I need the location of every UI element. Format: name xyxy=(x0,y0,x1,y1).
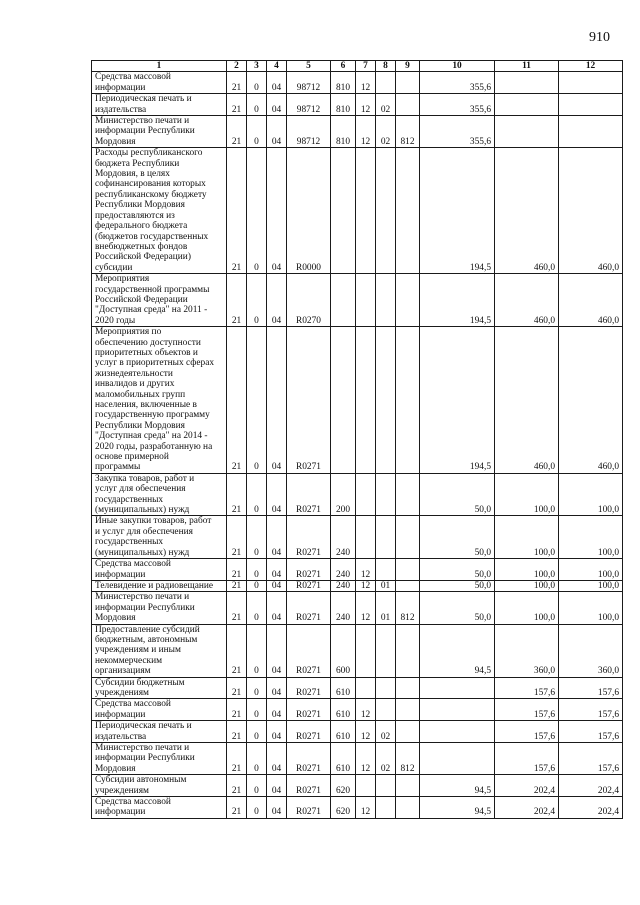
table-row xyxy=(92,624,623,677)
table-row xyxy=(92,274,623,327)
code-target-cell: R0000 xyxy=(287,148,331,274)
code-division-cell: 12 xyxy=(356,797,376,819)
column-header: 8 xyxy=(376,61,396,72)
code-expense-type-cell: 610 xyxy=(331,699,356,721)
amount-col-12-cell: 100,0 xyxy=(559,473,623,516)
code-expense-type-cell: 620 xyxy=(331,797,356,819)
code-ministry-cell: 21 xyxy=(227,699,247,721)
code-expense-type-cell: 610 xyxy=(331,743,356,775)
code-division-cell xyxy=(356,327,376,474)
code-ministry-cell: 21 xyxy=(227,743,247,775)
column-header: 3 xyxy=(247,61,267,72)
code-subsection-cell: 04 xyxy=(267,516,287,559)
code-ministry-cell: 21 xyxy=(227,274,247,327)
code-target-cell: R0271 xyxy=(287,473,331,516)
code-division-cell xyxy=(356,677,376,699)
table-row xyxy=(92,699,623,721)
amount-col-10-cell: 50,0 xyxy=(420,473,495,516)
code-ministry-cell: 21 xyxy=(227,797,247,819)
amount-col-11-cell: 202,4 xyxy=(495,775,559,797)
item-name-cell: Средства массовой информации xyxy=(92,699,227,721)
code-expense-type-cell: 240 xyxy=(331,592,356,624)
code-ministry-cell: 21 xyxy=(227,592,247,624)
code-subsection-cell: 04 xyxy=(267,775,287,797)
amount-col-10-cell xyxy=(420,743,495,775)
code-division-cell: 12 xyxy=(356,559,376,581)
table-row xyxy=(92,559,623,581)
code-admin-cell: 812 xyxy=(396,592,420,624)
code-division-cell xyxy=(356,274,376,327)
amount-col-10-cell: 50,0 xyxy=(420,516,495,559)
column-header: 10 xyxy=(420,61,495,72)
amount-col-12-cell: 157,6 xyxy=(559,699,623,721)
code-expense-type-cell: 610 xyxy=(331,721,356,743)
code-subsection-cell: 04 xyxy=(267,699,287,721)
code-expense-type-cell: 810 xyxy=(331,94,356,116)
code-ministry-cell: 21 xyxy=(227,94,247,116)
code-admin-cell xyxy=(396,580,420,591)
code-expense-type-cell: 240 xyxy=(331,516,356,559)
code-ministry-cell: 21 xyxy=(227,148,247,274)
code-subdivision-cell xyxy=(376,559,396,581)
code-admin-cell xyxy=(396,699,420,721)
amount-col-11-cell: 460,0 xyxy=(495,148,559,274)
item-name-cell: Министерство печати и информации Республики Мордовия xyxy=(92,116,227,148)
amount-col-12-cell: 460,0 xyxy=(559,327,623,474)
amount-col-10-cell: 50,0 xyxy=(420,580,495,591)
item-name-cell: Средства массовой информации xyxy=(92,72,227,94)
code-subsection-cell: 04 xyxy=(267,580,287,591)
code-subsection-cell: 04 xyxy=(267,327,287,474)
item-name-cell: Субсидии автономным учреждениям xyxy=(92,775,227,797)
code-admin-cell xyxy=(396,72,420,94)
code-target-cell: R0271 xyxy=(287,677,331,699)
code-admin-cell: 812 xyxy=(396,743,420,775)
code-subsection-cell: 04 xyxy=(267,624,287,677)
code-subsection-cell: 04 xyxy=(267,592,287,624)
code-expense-type-cell: 620 xyxy=(331,775,356,797)
amount-col-10-cell: 94,5 xyxy=(420,624,495,677)
code-subsection-cell: 04 xyxy=(267,116,287,148)
code-division-cell xyxy=(356,775,376,797)
code-section-cell: 0 xyxy=(247,116,267,148)
amount-col-11-cell: 157,6 xyxy=(495,699,559,721)
code-admin-cell: 812 xyxy=(396,116,420,148)
amount-col-11-cell: 460,0 xyxy=(495,274,559,327)
code-section-cell: 0 xyxy=(247,624,267,677)
code-ministry-cell: 21 xyxy=(227,72,247,94)
amount-col-12-cell: 460,0 xyxy=(559,274,623,327)
code-subdivision-cell xyxy=(376,327,396,474)
code-admin-cell xyxy=(396,797,420,819)
column-header: 7 xyxy=(356,61,376,72)
code-target-cell: R0270 xyxy=(287,274,331,327)
code-subdivision-cell: 01 xyxy=(376,592,396,624)
code-target-cell: R0271 xyxy=(287,624,331,677)
code-target-cell: R0271 xyxy=(287,797,331,819)
code-subdivision-cell: 01 xyxy=(376,580,396,591)
code-subdivision-cell: 02 xyxy=(376,743,396,775)
column-header: 1 xyxy=(92,61,227,72)
code-division-cell: 12 xyxy=(356,580,376,591)
item-name-cell: Закупка товаров, работ и услуг для обеспечения государственных (муниципальных) нужд xyxy=(92,473,227,516)
code-section-cell: 0 xyxy=(247,94,267,116)
code-section-cell: 0 xyxy=(247,592,267,624)
code-admin-cell xyxy=(396,559,420,581)
code-admin-cell xyxy=(396,94,420,116)
amount-col-10-cell xyxy=(420,721,495,743)
code-expense-type-cell: 810 xyxy=(331,72,356,94)
item-name-cell: Расходы республиканского бюджета Республики Мордовия, в целях софинансирования которых республиканскому бюджету Республики Мордовия предоставляются из федерального бюджета (бюджетов государственных внебюджетных фондов Российской Федерации) субсидии xyxy=(92,148,227,274)
column-header: 2 xyxy=(227,61,247,72)
item-name-cell: Субсидии бюджетным учреждениям xyxy=(92,677,227,699)
code-subdivision-cell xyxy=(376,624,396,677)
code-subsection-cell: 04 xyxy=(267,743,287,775)
code-ministry-cell: 21 xyxy=(227,516,247,559)
code-admin-cell xyxy=(396,473,420,516)
code-admin-cell xyxy=(396,677,420,699)
code-expense-type-cell: 200 xyxy=(331,473,356,516)
amount-col-11-cell: 100,0 xyxy=(495,516,559,559)
code-section-cell: 0 xyxy=(247,473,267,516)
code-section-cell: 0 xyxy=(247,327,267,474)
code-expense-type-cell xyxy=(331,148,356,274)
code-admin-cell xyxy=(396,775,420,797)
table-row xyxy=(92,94,623,116)
amount-col-10-cell xyxy=(420,699,495,721)
item-name-cell: Мероприятия по обеспечению доступности приоритетных объектов и услуг в приоритетных сферах жизнедеятельности инвалидов и других маломобильных групп населения, включенные в государственную программу Республики Мордовия "Доступная среда" на 2014 - 2020 годы, разработанную на основе примерной программы xyxy=(92,327,227,474)
code-subsection-cell: 04 xyxy=(267,677,287,699)
amount-col-12-cell: 202,4 xyxy=(559,797,623,819)
table-row xyxy=(92,516,623,559)
code-target-cell: R0271 xyxy=(287,775,331,797)
table-row xyxy=(92,473,623,516)
code-target-cell: R0271 xyxy=(287,743,331,775)
amount-col-10-cell: 50,0 xyxy=(420,559,495,581)
table-body xyxy=(92,72,623,818)
code-subdivision-cell xyxy=(376,677,396,699)
code-target-cell: R0271 xyxy=(287,721,331,743)
amount-col-10-cell: 94,5 xyxy=(420,797,495,819)
code-target-cell: R0271 xyxy=(287,699,331,721)
amount-col-11-cell: 100,0 xyxy=(495,580,559,591)
code-ministry-cell: 21 xyxy=(227,677,247,699)
code-section-cell: 0 xyxy=(247,274,267,327)
amount-col-10-cell xyxy=(420,677,495,699)
item-name-cell: Периодическая печать и издательства xyxy=(92,721,227,743)
code-ministry-cell: 21 xyxy=(227,775,247,797)
code-division-cell xyxy=(356,624,376,677)
amount-col-10-cell: 94,5 xyxy=(420,775,495,797)
code-subsection-cell: 04 xyxy=(267,797,287,819)
item-name-cell: Средства массовой информации xyxy=(92,797,227,819)
amount-col-12-cell: 157,6 xyxy=(559,743,623,775)
amount-col-12-cell: 460,0 xyxy=(559,148,623,274)
code-target-cell: 98712 xyxy=(287,72,331,94)
code-subsection-cell: 04 xyxy=(267,559,287,581)
code-expense-type-cell: 240 xyxy=(331,580,356,591)
code-admin-cell xyxy=(396,274,420,327)
amount-col-11-cell: 360,0 xyxy=(495,624,559,677)
item-name-cell: Мероприятия государственной программы Российской Федерации "Доступная среда" на 2011 - 2020 годы xyxy=(92,274,227,327)
amount-col-10-cell: 194,5 xyxy=(420,327,495,474)
code-ministry-cell: 21 xyxy=(227,473,247,516)
amount-col-10-cell: 194,5 xyxy=(420,274,495,327)
amount-col-11-cell: 460,0 xyxy=(495,327,559,474)
code-admin-cell xyxy=(396,624,420,677)
table-row xyxy=(92,743,623,775)
column-header: 5 xyxy=(287,61,331,72)
amount-col-12-cell: 100,0 xyxy=(559,559,623,581)
amount-col-10-cell: 355,6 xyxy=(420,72,495,94)
code-division-cell: 12 xyxy=(356,592,376,624)
table-row xyxy=(92,592,623,624)
code-section-cell: 0 xyxy=(247,743,267,775)
code-expense-type-cell: 240 xyxy=(331,559,356,581)
code-section-cell: 0 xyxy=(247,580,267,591)
code-subdivision-cell xyxy=(376,797,396,819)
column-header: 12 xyxy=(559,61,623,72)
code-section-cell: 0 xyxy=(247,677,267,699)
amount-col-11-cell xyxy=(495,94,559,116)
code-ministry-cell: 21 xyxy=(227,624,247,677)
table-row xyxy=(92,677,623,699)
code-division-cell: 12 xyxy=(356,116,376,148)
code-division-cell xyxy=(356,516,376,559)
amount-col-11-cell: 100,0 xyxy=(495,473,559,516)
amount-col-10-cell: 355,6 xyxy=(420,116,495,148)
code-admin-cell xyxy=(396,516,420,559)
code-target-cell: 98712 xyxy=(287,116,331,148)
code-expense-type-cell xyxy=(331,274,356,327)
code-ministry-cell: 21 xyxy=(227,721,247,743)
code-subsection-cell: 04 xyxy=(267,721,287,743)
code-ministry-cell: 21 xyxy=(227,116,247,148)
amount-col-11-cell: 100,0 xyxy=(495,559,559,581)
code-expense-type-cell xyxy=(331,327,356,474)
code-target-cell: R0271 xyxy=(287,559,331,581)
item-name-cell: Предоставление субсидий бюджетным, автономным учреждениям и иным некоммерческим организациям xyxy=(92,624,227,677)
amount-col-12-cell: 202,4 xyxy=(559,775,623,797)
code-division-cell xyxy=(356,473,376,516)
code-section-cell: 0 xyxy=(247,797,267,819)
code-division-cell: 12 xyxy=(356,94,376,116)
table-row xyxy=(92,72,623,94)
amount-col-10-cell: 355,6 xyxy=(420,94,495,116)
code-admin-cell xyxy=(396,721,420,743)
code-section-cell: 0 xyxy=(247,775,267,797)
amount-col-11-cell xyxy=(495,72,559,94)
code-subsection-cell: 04 xyxy=(267,148,287,274)
code-subdivision-cell xyxy=(376,699,396,721)
code-target-cell: 98712 xyxy=(287,94,331,116)
code-ministry-cell: 21 xyxy=(227,580,247,591)
item-name-cell: Министерство печати и информации Республики Мордовия xyxy=(92,592,227,624)
code-subdivision-cell xyxy=(376,72,396,94)
code-division-cell: 12 xyxy=(356,72,376,94)
amount-col-11-cell xyxy=(495,116,559,148)
code-subdivision-cell xyxy=(376,274,396,327)
column-header: 11 xyxy=(495,61,559,72)
code-section-cell: 0 xyxy=(247,559,267,581)
amount-col-11-cell: 157,6 xyxy=(495,743,559,775)
amount-col-11-cell: 100,0 xyxy=(495,592,559,624)
table-row xyxy=(92,148,623,274)
column-header: 6 xyxy=(331,61,356,72)
code-subsection-cell: 04 xyxy=(267,473,287,516)
code-expense-type-cell: 600 xyxy=(331,624,356,677)
amount-col-12-cell: 100,0 xyxy=(559,580,623,591)
code-division-cell xyxy=(356,148,376,274)
item-name-cell: Периодическая печать и издательства xyxy=(92,94,227,116)
amount-col-12-cell: 100,0 xyxy=(559,592,623,624)
page-number: 910 xyxy=(589,30,610,45)
amount-col-10-cell: 50,0 xyxy=(420,592,495,624)
code-section-cell: 0 xyxy=(247,721,267,743)
code-target-cell: R0271 xyxy=(287,327,331,474)
amount-col-12-cell: 157,6 xyxy=(559,721,623,743)
amount-col-12-cell xyxy=(559,72,623,94)
code-section-cell: 0 xyxy=(247,516,267,559)
code-target-cell: R0271 xyxy=(287,580,331,591)
code-subdivision-cell: 02 xyxy=(376,721,396,743)
code-section-cell: 0 xyxy=(247,148,267,274)
code-subdivision-cell xyxy=(376,516,396,559)
item-name-cell: Телевидение и радиовещание xyxy=(92,580,227,591)
code-expense-type-cell: 610 xyxy=(331,677,356,699)
amount-col-12-cell: 100,0 xyxy=(559,516,623,559)
code-subsection-cell: 04 xyxy=(267,72,287,94)
code-subdivision-cell xyxy=(376,473,396,516)
amount-col-12-cell: 360,0 xyxy=(559,624,623,677)
amount-col-12-cell xyxy=(559,94,623,116)
table-row xyxy=(92,797,623,819)
amount-col-12-cell: 157,6 xyxy=(559,677,623,699)
code-admin-cell xyxy=(396,148,420,274)
code-division-cell: 12 xyxy=(356,699,376,721)
code-target-cell: R0271 xyxy=(287,516,331,559)
table-row xyxy=(92,775,623,797)
code-admin-cell xyxy=(396,327,420,474)
code-division-cell: 12 xyxy=(356,721,376,743)
code-expense-type-cell: 810 xyxy=(331,116,356,148)
code-division-cell: 12 xyxy=(356,743,376,775)
amount-col-11-cell: 202,4 xyxy=(495,797,559,819)
code-ministry-cell: 21 xyxy=(227,559,247,581)
table-row xyxy=(92,116,623,148)
budget-table xyxy=(91,60,623,819)
column-header: 4 xyxy=(267,61,287,72)
amount-col-12-cell xyxy=(559,116,623,148)
amount-col-11-cell: 157,6 xyxy=(495,677,559,699)
item-name-cell: Министерство печати и информации Республики Мордовия xyxy=(92,743,227,775)
column-header-row xyxy=(92,61,623,72)
code-subdivision-cell: 02 xyxy=(376,94,396,116)
code-ministry-cell: 21 xyxy=(227,327,247,474)
code-section-cell: 0 xyxy=(247,72,267,94)
table-row xyxy=(92,721,623,743)
table-row xyxy=(92,580,623,591)
code-subdivision-cell: 02 xyxy=(376,116,396,148)
table-row xyxy=(92,327,623,474)
amount-col-11-cell: 157,6 xyxy=(495,721,559,743)
code-subdivision-cell xyxy=(376,775,396,797)
code-subdivision-cell xyxy=(376,148,396,274)
column-header: 9 xyxy=(396,61,420,72)
item-name-cell: Иные закупки товаров, работ и услуг для обеспечения государственных (муниципальных) нужд xyxy=(92,516,227,559)
code-target-cell: R0271 xyxy=(287,592,331,624)
amount-col-10-cell: 194,5 xyxy=(420,148,495,274)
code-subsection-cell: 04 xyxy=(267,94,287,116)
code-section-cell: 0 xyxy=(247,699,267,721)
code-subsection-cell: 04 xyxy=(267,274,287,327)
item-name-cell: Средства массовой информации xyxy=(92,559,227,581)
